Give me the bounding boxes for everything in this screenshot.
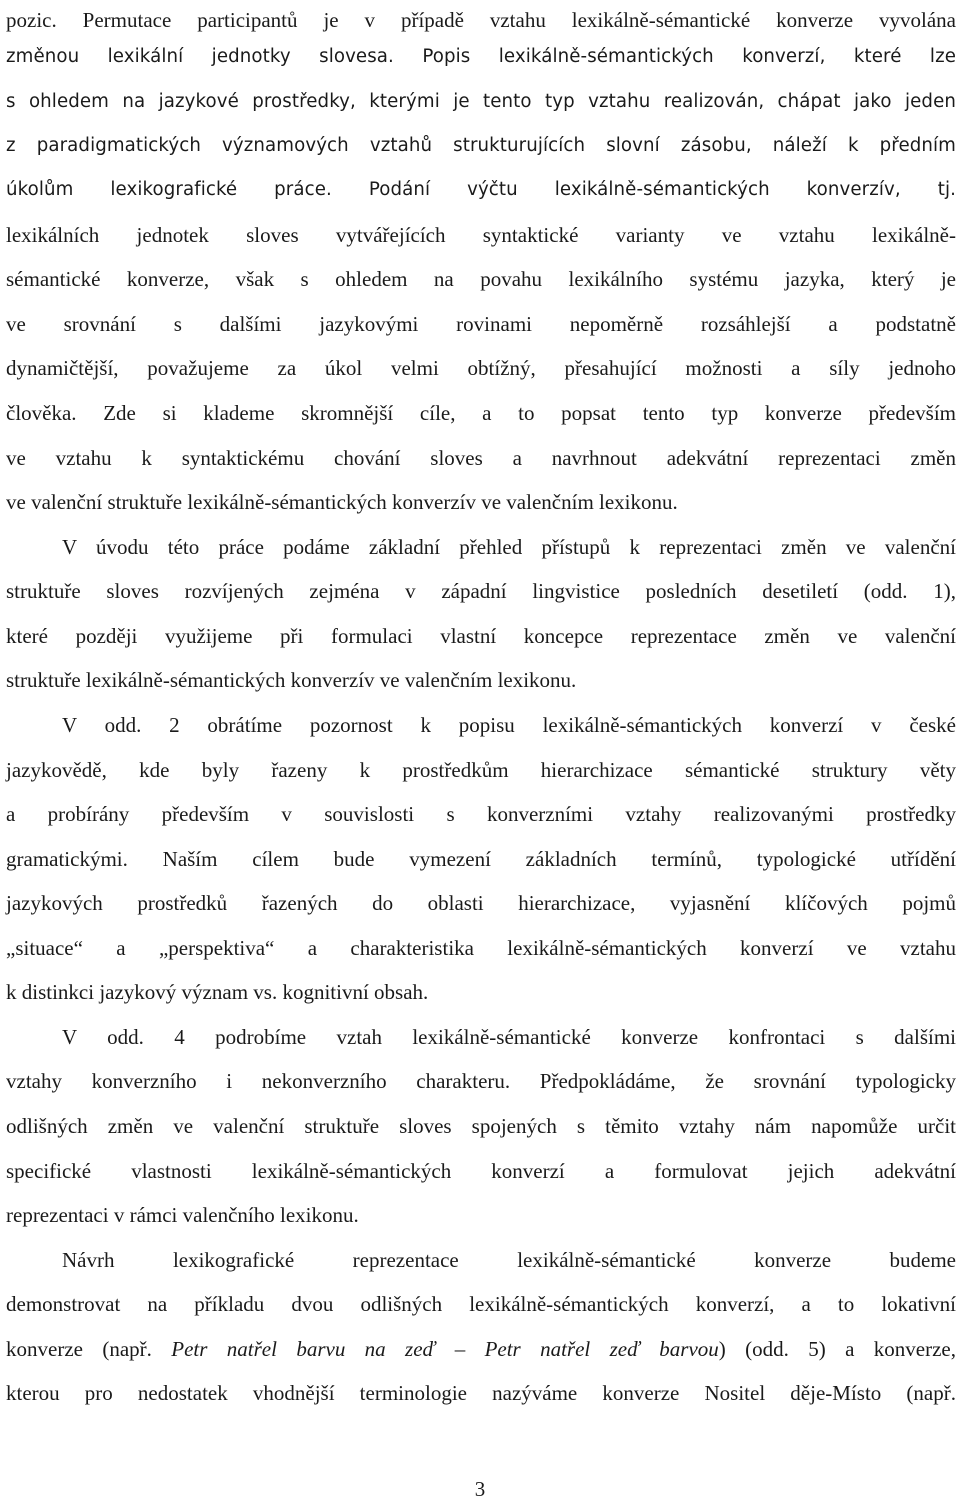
text-line: struktuře lexikálně-sémantických konverzív ve valenčním lexikonu. (6, 668, 577, 692)
example-dash: – (435, 1337, 485, 1361)
text-line: změnou lexikální jednotky slovesa. Popis lexikálně-sémantických konverzí, které lze (6, 46, 956, 67)
text-line: s ohledem na jazykové prostředky, kterými je tento typ vztahu realizován, chápat jako jeden (6, 91, 956, 112)
text-line: gramatickými. Naším cílem bude vymezení základních termínů, typologické utřídění (6, 847, 956, 871)
text-line: ve valenční struktuře lexikálně-sémantických konverzív ve valenčním lexikonu. (6, 490, 678, 514)
paragraph-first-line: Návrh lexikografické reprezentace lexikálně-sémantické konverze budeme (62, 1248, 956, 1272)
paragraph-first-line: V odd. 4 podrobíme vztah lexikálně-sémantické konverze konfrontaci s dalšími (62, 1025, 956, 1049)
text-line: k distinkci jazykový význam vs. kognitivní obsah. (6, 980, 429, 1004)
text-line: „situace“ a „perspektiva“ a charakteristika lexikálně-sémantických konverzí ve vztahu (6, 936, 956, 960)
text-line: jazykových prostředků řazených do oblasti hierarchizace, vyjasnění klíčových pojmů (6, 891, 956, 915)
example-suffix: ) (odd. 5) a konverze, (718, 1337, 956, 1361)
text-line: vztahy konverzního i nekonverzního charakteru. Předpokládáme, že srovnání typologicky (6, 1069, 956, 1093)
text-line: sémantické konverze, však s ohledem na povahu lexikálního systému jazyka, který je (6, 267, 956, 291)
text-line: kterou pro nedostatek vhodnější terminologie nazýváme konverze Nositel děje-Místo (např. (6, 1381, 956, 1405)
text-line: dynamičtější, považujeme za úkol velmi obtížný, přesahující možnosti a síly jednoho (6, 356, 956, 380)
example-sentence: Petr natřel barvu na zeď (171, 1337, 436, 1361)
paragraph-first-line: V úvodu této práce podáme základní přehled přístupů k reprezentaci změn ve valenční (62, 535, 956, 559)
text-line: a probírány především v souvislosti s konverzními vztahy realizovanými prostředky (6, 802, 956, 826)
paragraph-first-line: V odd. 2 obrátíme pozornost k popisu lexikálně-sémantických konverzí v české (62, 713, 956, 737)
text-line: z paradigmatických významových vztahů strukturujících slovní zásobu, náleží k předním (6, 135, 956, 156)
text-line: struktuře sloves rozvíjených zejména v západní lingvistice posledních desetiletí (odd. 1), (6, 579, 956, 603)
text-line: úkolům lexikografické práce. Podání výčtu lexikálně-sémantických konverzív, tj. (6, 179, 956, 200)
text-line: reprezentaci v rámci valenčního lexikonu. (6, 1203, 359, 1227)
page-number: 3 (474, 1477, 486, 1501)
text-line: demonstrovat na příkladu dvou odlišných lexikálně-sémantických konverzí, a to lokativní (6, 1292, 956, 1316)
text-line: specifické vlastnosti lexikálně-sémantických konverzí a formulovat jejich adekvátní (6, 1159, 956, 1183)
text-line: člověka. Zde si klademe skromnější cíle, a to popsat tento typ konverze především (6, 401, 956, 425)
example-sentence: Petr natřel zeď barvou (484, 1337, 719, 1361)
text-line: ve srovnání s dalšími jazykovými rovinami nepoměrně rozsáhlejší a podstatně (6, 312, 956, 336)
text-line: jazykovědě, kde byly řazeny k prostředkům hierarchizace sémantické struktury věty (6, 758, 956, 782)
text-line: lexikálních jednotek sloves vytvářejících syntaktické varianty ve vztahu lexikálně- (6, 223, 956, 247)
text-line: které později využijeme při formulaci vlastní koncepce reprezentace změn ve valenční (6, 624, 956, 648)
example-line (6, 1334, 956, 1364)
text-line: odlišných změn ve valenční struktuře sloves spojených s těmito vztahy nám napomůže určit (6, 1114, 956, 1138)
text-line: pozic. Permutace participantů je v případě vztahu lexikálně-sémantické konverze vyvolána (6, 8, 956, 32)
text-line: ve vztahu k syntaktickému chování sloves a navrhnout adekvátní reprezentaci změn (6, 446, 956, 470)
example-prefix: konverze (např. (6, 1337, 172, 1361)
